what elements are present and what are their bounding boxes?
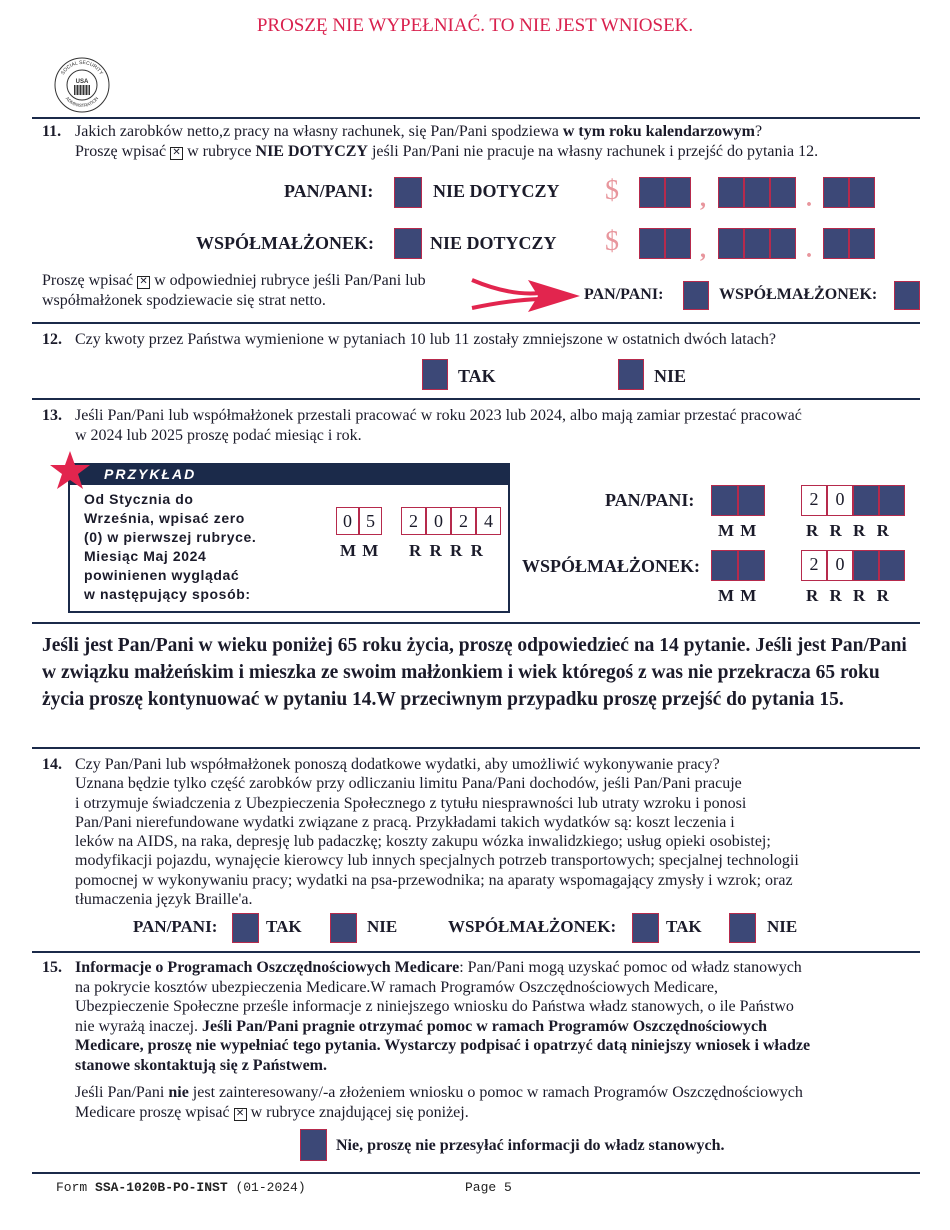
example-mm-label: M M (340, 541, 380, 560)
example-month-digit: 0 (336, 507, 359, 535)
q13-you-label: PAN/PANI: (605, 490, 695, 510)
q14-you-yes-checkbox[interactable] (232, 913, 259, 943)
q11-text: 11. Jakich zarobków netto,z pracy na własny rachunek, się Pan/Pani spodziewa w tym roku kalendarzowym? Proszę wpisać ✕ w rubryce NIE DOTYCZY jeśli Pan/Pani nie pracuje na własny rachunek i przejść do pytania 12. (42, 123, 819, 160)
q13-you-rrrr-label: R R R R (806, 521, 890, 540)
q12-yes-checkbox[interactable] (422, 359, 448, 390)
q12-no-label: NIE (654, 366, 687, 386)
q11-you-label: PAN/PANI: (284, 181, 374, 201)
dollar-sign: $ (605, 175, 619, 206)
q13-spouse-month-digit[interactable] (738, 550, 765, 581)
example-year-digit: 0 (426, 507, 451, 535)
q12-text: 12. Czy kwoty przez Państwa wymienione w pytaniach 10 lub 11 zostały zmniejszone w ostatnich dwóch latach? (42, 331, 776, 348)
q14-spouse-no-checkbox[interactable] (729, 913, 756, 943)
example-year-digit: 4 (476, 507, 501, 535)
checkbox-x-icon: ✕ (234, 1108, 247, 1121)
q11-you-cents-digit[interactable] (823, 177, 849, 208)
q13-you-year-prefix: 2 (801, 485, 827, 516)
divider (32, 117, 920, 119)
q13-spouse-year-digit[interactable] (879, 550, 905, 581)
q14-you-no-checkbox[interactable] (330, 913, 357, 943)
q14-spouse-yes-label: TAK (666, 917, 702, 936)
divider (32, 398, 920, 400)
q11-spouse-amount-digit[interactable] (770, 228, 796, 259)
divider (32, 1172, 920, 1174)
q11-spouse-amount-digit[interactable] (744, 228, 770, 259)
svg-text:ADMINISTRATION: ADMINISTRATION (64, 95, 100, 109)
q11-you-amount-digit[interactable] (770, 177, 796, 208)
decimal-separator: . (806, 186, 812, 212)
header-warning: PROSZĘ NIE WYPEŁNIAĆ. TO NIE JEST WNIOSEK. (256, 15, 694, 36)
q13-spouse-year-prefix: 2 (801, 550, 827, 581)
q11-loss-spouse-label: WSPÓŁMAŁŻONEK: (719, 286, 878, 303)
q13-spouse-label: WSPÓŁMAŁŻONEK: (522, 556, 701, 576)
q14-you-yes-label: TAK (266, 917, 302, 936)
example-text: Od Stycznia do Września, wpisać zero (0) w pierwszej rubryce. Miesiąc Maj 2024 powinienen wyglądać w następujący sposób: (84, 491, 257, 602)
q11-loss-you-checkbox[interactable] (683, 281, 709, 310)
divider (32, 747, 920, 749)
q11-you-amount-digit[interactable] (639, 177, 665, 208)
q13-text: 13. Jeśli Pan/Pani lub współmałżonek przestali pracować w roku 2023 lub 2024, albo mają zamiar przestać pracować w 2024 lub 2025 proszę podać miesiąc i rok. (42, 407, 802, 444)
q14-you-label: PAN/PANI: (133, 917, 218, 936)
q13-spouse-year-prefix: 0 (827, 550, 853, 581)
q11-spouse-na-checkbox[interactable] (394, 228, 422, 259)
q11-you-amount-digit[interactable] (665, 177, 691, 208)
q11-spouse-amount-digit[interactable] (665, 228, 691, 259)
q13-spouse-rrrr-label: R R R R (806, 586, 890, 605)
q14-spouse-label: WSPÓŁMAŁŻONEK: (448, 917, 617, 936)
q14-spouse-yes-checkbox[interactable] (632, 913, 659, 943)
divider (32, 622, 920, 624)
q13-you-month-digit[interactable] (711, 485, 738, 516)
example-title-bar: PRZYKŁAD (68, 463, 510, 485)
q11-spouse-cents-digit[interactable] (849, 228, 875, 259)
q13-you-year-digit[interactable] (853, 485, 879, 516)
q11-loss-spouse-checkbox[interactable] (894, 281, 920, 310)
q11-spouse-amount-digit[interactable] (718, 228, 744, 259)
q13-you-year-prefix: 0 (827, 485, 853, 516)
ssa-logo (53, 56, 111, 114)
q14-text: 14. Czy Pan/Pani lub współmałżonek ponoszą dodatkowe wydatki, aby umożliwić wykonywanie pracy? Uznana będzie tylko część zarobków przy odliczaniu limitu Pana/Pani dochodów, jeśli Pan/Pani pracuje i otrzymuje świadczenia z Ubezpieczenia Społecznego z tytułu niesprawności lub utraty wzroku i ponosi Pan/Pani nierefundowane wydatki związane z pracą. Przykładami takich wydatków są: koszt leczenia i leków na AIDS, na raka, depresję lub padaczkę; koszty zakupu wózka inwalidzkiego; usług opieki osobistej; modyfikacji pojazdu, wynajęcie kierowcy lub innych specjalnych potrzeb transportowych; specjalnej technologii pomocnej w wykonywaniu pracy; wydatki na psa-przewodnika; na aparaty wspomagający zmysły i wzrok; oraz tłumaczenia język Braille'a. (42, 756, 799, 909)
q11-loss-text: Proszę wpisać ✕ w odpowiedniej rubryce jeśli Pan/Pani lub współmałżonek spodziewacie się strat netto. (42, 272, 426, 309)
example-year-digit: 2 (451, 507, 476, 535)
q14-you-no-label: NIE (367, 917, 398, 936)
checkbox-x-icon: ✕ (137, 276, 150, 289)
checkbox-x-icon: ✕ (170, 147, 183, 160)
svg-text:SOCIAL SECURITY: SOCIAL SECURITY (60, 59, 104, 77)
q11-spouse-na-label: NIE DOTYCZY (430, 233, 557, 253)
footer-form-id: Form SSA-1020B-PO-INST (01-2024) (56, 1180, 306, 1195)
q11-you-cents-digit[interactable] (849, 177, 875, 208)
q11-spouse-amount-digit[interactable] (639, 228, 665, 259)
divider (32, 322, 920, 324)
q15-optout-checkbox[interactable] (300, 1129, 327, 1161)
q12-no-checkbox[interactable] (618, 359, 644, 390)
q11-spouse-cents-digit[interactable] (823, 228, 849, 259)
q12-yes-label: TAK (458, 366, 496, 386)
q14-spouse-no-label: NIE (767, 917, 798, 936)
q15-text: 15. Informacje o Programach Oszczędnościowych Medicare: Pan/Pani mogą uzyskać pomoc od władz stanowych na pokrycie kosztów ubezpieczenia Medicare.W ramach Programów Oszczędnościowych Medicare, Ubezpieczenie Społeczne prześle informacje z niniejszego wniosku do Państwa władz stanowych, o ile Państwo nie wyrażą inaczej. Jeśli Pan/Pani pragnie otrzymać pomoc w ramach Programów Oszczędnościowych Medicare, proszę nie wypełniać tego pytania. Wystarczy podpisać i opatrzyć datą niniejszy wniosek i władze stanowe skontaktują się z Państwem. Jeśli Pan/Pani nie jest zainteresowany/-a złożeniem wniosku o pomoc w ramach Programów Oszczędnościowych Medicare proszę wpisać ✕ w rubryce znajdującej się poniżej. (42, 959, 811, 1121)
q13-spouse-mm-label: M M (718, 586, 758, 605)
q13-you-mm-label: M M (718, 521, 758, 540)
q13-you-year-digit[interactable] (879, 485, 905, 516)
arrow-right-icon (470, 270, 582, 323)
svg-text:USA: USA (75, 79, 89, 85)
q13-spouse-month-digit[interactable] (711, 550, 738, 581)
example-rrrr-label: R R R R (409, 541, 484, 560)
q13-spouse-year-digit[interactable] (853, 550, 879, 581)
q11-you-amount-digit[interactable] (744, 177, 770, 208)
footer-page: Page 5 (465, 1180, 512, 1195)
example-month-digit: 5 (359, 507, 382, 535)
divider (32, 951, 920, 953)
q11-spouse-label: WSPÓŁMAŁŻONEK: (196, 233, 375, 253)
comma-separator: , (700, 186, 706, 212)
q15-optout-label: Nie, proszę nie przesyłać informacji do władz stanowych. (336, 1137, 725, 1154)
q11-loss-you-label: PAN/PANI: (584, 286, 664, 303)
dollar-sign: $ (605, 226, 619, 257)
q13-you-month-digit[interactable] (738, 485, 765, 516)
q11-you-na-checkbox[interactable] (394, 177, 422, 208)
age-note: Jeśli jest Pan/Pani w wieku poniżej 65 roku życia, proszę odpowiedzieć na 14 pytanie. Jeśli jest Pan/Pani w związku małżeńskim i mieszka ze swoim małżonkiem i wiek któregoś z was nie przekracza 65 roku życia proszę kontynuować w pytaniu 14.W przeciwnym przypadku proszę przejść do pytania 15. (42, 635, 907, 710)
q11-you-amount-digit[interactable] (718, 177, 744, 208)
decimal-separator: . (806, 237, 812, 263)
q11-you-na-label: NIE DOTYCZY (433, 181, 560, 201)
example-year-digit: 2 (401, 507, 426, 535)
comma-separator: , (700, 237, 706, 263)
